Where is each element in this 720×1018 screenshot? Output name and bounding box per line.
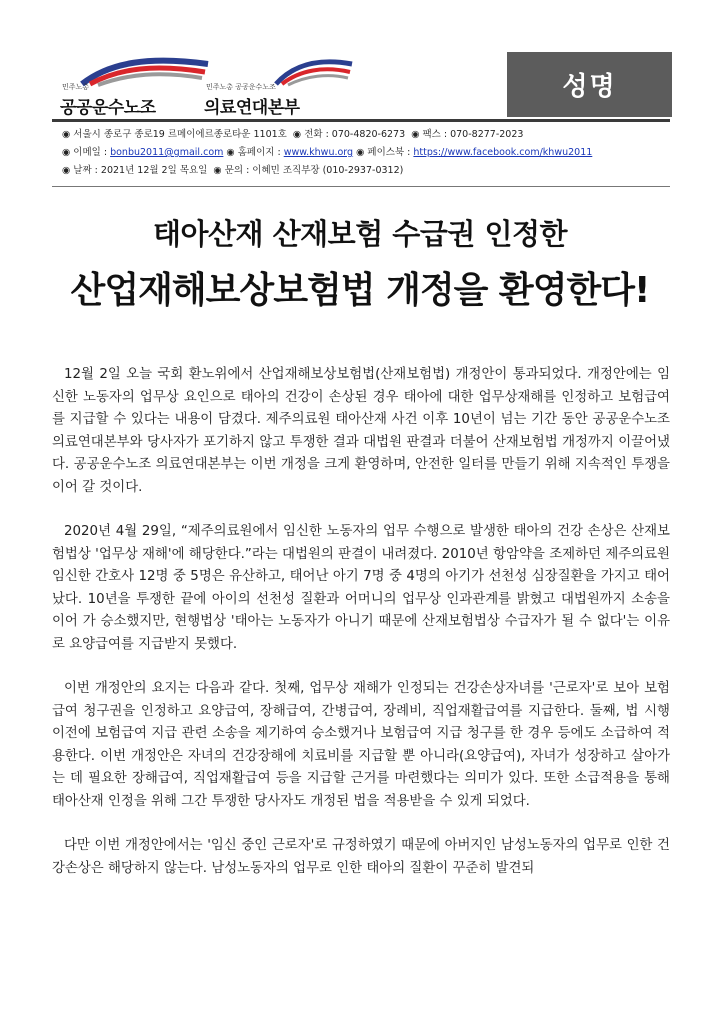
facebook-link[interactable]: https://www.facebook.com/khwu2011 — [413, 147, 593, 158]
inquiry: ◉ 문의 : 이혜민 조직부장 (010-2937-0312) — [213, 165, 404, 176]
kptu-logo — [60, 52, 210, 117]
fax: ◉ 팩스 : 070-8277-2023 — [411, 129, 524, 140]
statement-label: 성명 — [562, 72, 617, 102]
contact-info — [62, 126, 662, 180]
contact-row-online — [62, 144, 662, 162]
logo2-name: 의료연대본부 — [204, 98, 300, 118]
logo1-name: 공공운수노조 — [60, 98, 156, 118]
headline-line2: 산업재해보상보험법 개정을 환영한다! — [70, 270, 650, 311]
statement-body — [52, 364, 670, 902]
letterhead — [52, 52, 670, 117]
contact-row-date — [62, 162, 662, 180]
facebook-label: ◉ 페이스북 : — [356, 147, 411, 158]
address: ◉ 서울시 종로구 종로19 르메이에르종로타운 1101호 — [62, 129, 287, 140]
email-link[interactable]: bonbu2011@gmail.com — [110, 147, 224, 158]
paragraph: 2020년 4월 29일, “제주의료원에서 임신한 노동자의 업무 수행으로 발생한 태아의 건강 손상은 산재보험법상 '업무상 재해'에 해당한다.”라는 대법원의 판결이 내려졌다. 2010년 항암약을 조제하던 제주의료원 임신한 간호사 12명 중 5명은 유산하고, 태어난 아기 7명 중 4명의 아기가 선천성 심장질환을 가지고 태어났다. 10년을 투쟁한 끝에 아이의 선천성 질환과 어머니의 업무상 인과관계를 밝혔고 대법원까지 소송을 이어 가 승소했지만, 현행법상 '태아는 노동자가 아니기 때문에 산재보험법상 수급자가 될 수 없다'는 이유로 요양급여를 지급받지 못했다. — [52, 524, 670, 652]
paragraph: 12월 2일 오늘 국회 환노위에서 산업재해보상보험법(산재보험법) 개정안이 통과되었다. 개정안에는 임신한 노동자의 업무상 요인으로 태아의 건강이 손상된 경우 태아에 대한 업무상재해를 인정하고 보험급여를 지급할 수 있다는 내용이 담겼다. 제주의료원 태아산재 사건 이후 10년이 넘는 기간 동안 공공운수노조 의료연대본부와 당사자가 포기하지 않고 투쟁한 결과 대법원 판결과 더불어 산재보험법 개정까지 이끌어냈다. 공공운수노조 의료연대본부는 이번 개정을 크게 환영하며, 안전한 일터를 만들기 위해 지속적인 투쟁을 이어 갈 것이다. — [52, 367, 670, 495]
homepage-link[interactable]: www.khwu.org — [283, 147, 354, 158]
phone: ◉ 전화 : 070-4820-6273 — [292, 129, 406, 140]
logo2-subtitle: 민주노총 공공운수노조 — [206, 83, 276, 91]
paragraph: 다만 이번 개정안에서는 '임신 중인 근로자'로 규정하였기 때문에 아버지인 남성노동자의 업무로 인한 건강손상은 해당하지 않는다. 남성노동자의 업무로 인한 태아의 질환이 꾸준히 발견되 — [52, 838, 670, 876]
headline-line1: 태아산재 산재보험 수급권 인정한 — [153, 217, 567, 251]
swoosh-logo-icon — [80, 54, 210, 88]
logo1-subtitle: 민주노총 — [62, 83, 90, 91]
statement-badge — [507, 52, 672, 117]
contact-divider — [52, 186, 670, 187]
swoosh-logo-icon — [274, 54, 354, 88]
email-label: ◉ 이메일 : — [62, 147, 108, 158]
contact-row-address — [62, 126, 662, 144]
khwu-logo — [204, 52, 354, 117]
header-divider — [52, 119, 670, 122]
paragraph: 이번 개정안의 요지는 다음과 같다. 첫째, 업무상 재해가 인정되는 건강손상자녀를 '근로자'로 보아 보험급여 청구권을 인정하고 요양급여, 장해급여, 간병급여, 장례비, 직업재활급여를 지급한다. 둘째, 법 시행 이전에 보험급여 지급 관련 소송을 제기하여 승소했거나 보험급여 지급 청구를 한 경우 등에도 소급하여 적용한다. 이번 개정안은 자녀의 건강장해에 치료비를 지급할 뿐 아니라(요양급여), 자녀가 성장하고 살아가는 데 필요한 장해급여, 직업재활급여 등을 지급할 근거를 마련했다는 의미가 있다. 또한 소급적용을 통해 태아산재 인정을 위해 그간 투쟁한 당사자도 개정된 법을 적용받을 수 있게 되었다. — [52, 681, 670, 809]
homepage-label: ◉ 홈페이지 : — [226, 147, 281, 158]
date: ◉ 날짜 : 2021년 12월 2일 목요일 — [62, 165, 208, 176]
